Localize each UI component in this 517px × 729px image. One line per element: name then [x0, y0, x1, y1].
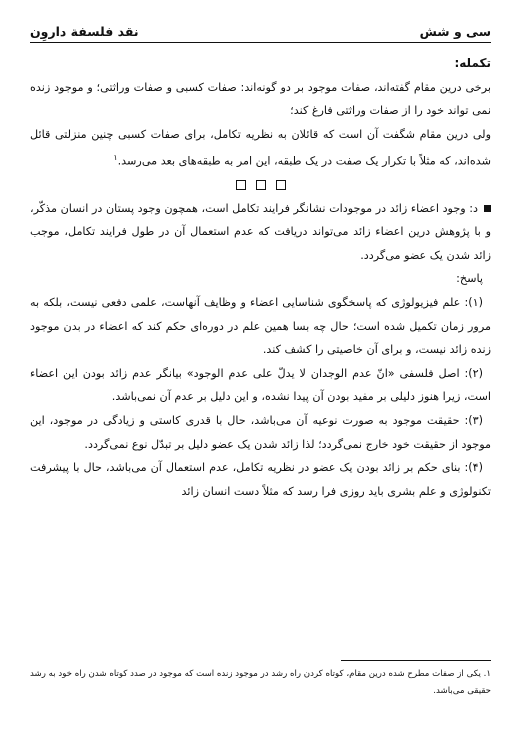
- bullet-square-icon: [484, 205, 491, 212]
- page-number-label: سی و شش: [419, 24, 491, 39]
- paragraph-1: برخی درین مقام گفته‌اند، صفات موجود بر دو گونه‌اند: صفات کسبی و صفات وراثتی؛ و موجود زنده نمی تواند خود را از صفات وراثتی فارغ کند؛: [30, 80, 491, 118]
- paragraph-2: [30, 123, 491, 174]
- answer-2: (۲): اصل فلسفی «انّ عدم الوجدان لا یدلّ علی عدم الوجود» بیانگر عدم زائد بودن این اعضاء است، زیرا هنوز دلیلی بر مفید بودن آن پیدا نشده، و این دلیل بر عدم آن نمی‌باشد.: [30, 366, 491, 404]
- footnote-marker: ۱: [113, 153, 118, 163]
- point-d-text: د: وجود اعضاء زائد در موجودات نشانگر فرایند تکامل است، همچون وجود پستان در انسان مذکّر، و با پژوهش درین اعضاء زائد می‌تواند دریافت که عدم استعمال آن در طول فرایند تکامل، موجب زائد شدن یک عضو می‌گردد.: [30, 201, 491, 262]
- answer-4: (۴): بنای حکم بر زائد بودن یک عضو در نظریه تکامل، عدم استعمال آن می‌باشد، حال با پیشرفت تکنولوژی و علم بشری باید روزی فرا رسد که مثلاً دست انسان زائد: [30, 461, 491, 498]
- square-ornament: [236, 180, 246, 190]
- square-ornament: [256, 180, 266, 190]
- square-ornament: [276, 180, 286, 190]
- point-d: [30, 197, 491, 268]
- page-header: [30, 17, 491, 43]
- answer-label: پاسخ:: [456, 272, 483, 286]
- footnote: ۱. یکی از صفات مطرح شده درین مقام، کوتاه کردن راه رشد در موجود زنده است که موجود در صدد کوتاه شدن راه خود به رشد حقیقی می‌باشد.: [30, 669, 491, 696]
- paragraph-2-text: ولی درین مقام شگفت آن است که قائلان به نظریه تکامل، برای صفات کسبی چنین منزلتی قائل شده‌اند، که مثلاً با تکرار یک صفت در یک طبقه، این امر به طبقه‌های بعد می‌رسد.: [30, 127, 491, 169]
- answer-3: (۳): حقیقت موجود به صورت نوعیه آن می‌باشد، حال با قدری کاستی و زیادگی در موجود، این موجود از حقیقت خود خارج نمی‌گردد؛ لذا زائد شدن یک عضو دلیل بر تبدّل نوع نمی‌گردد.: [30, 414, 491, 451]
- section-separator: [30, 174, 491, 197]
- page-body: [30, 52, 491, 503]
- running-title: نقد فلسفة داروِن: [30, 24, 139, 39]
- answer-1: (۱): علم فیزیولوژی که پاسخگوی شناسایی اعضاء و وظایف آنهاست، علمی دفعی نیست، بلکه به مرور زمان تکمیل شده است؛ حال چه بسا همین علم در دوره‌ای حکم کند که اعضاء در بدن موجود زنده زائد نیست، و برای آن خاصیتی را کشف کند.: [30, 296, 491, 357]
- section-title: تکمله:: [454, 56, 491, 70]
- footnote-divider: [341, 660, 491, 661]
